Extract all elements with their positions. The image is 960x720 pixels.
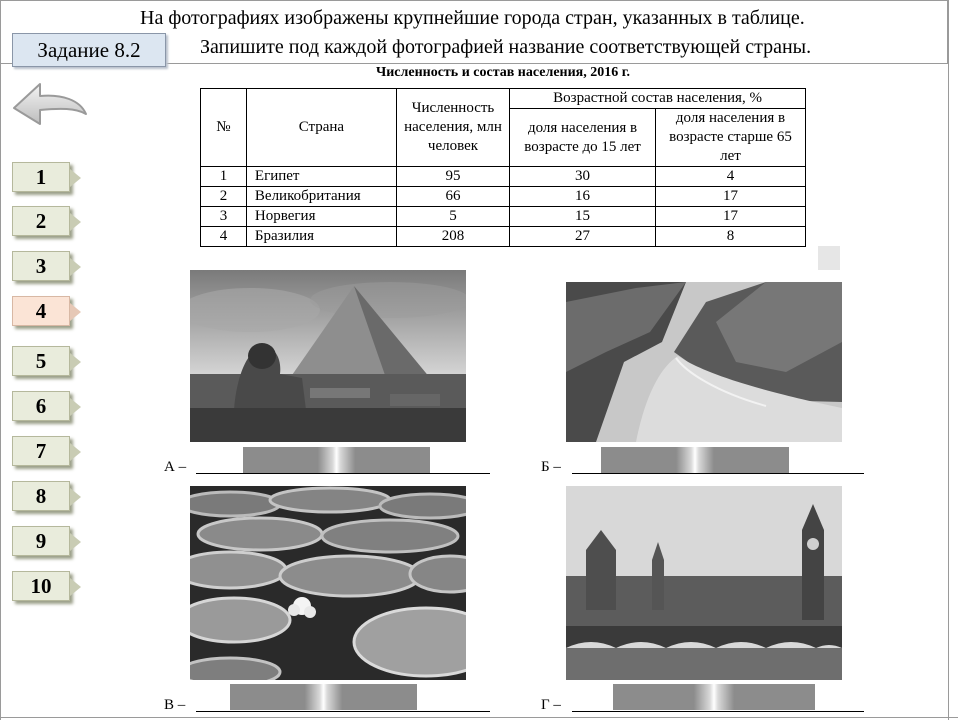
header-under15: доля населения в возрасте до 15 лет — [510, 109, 656, 167]
cell-country: Норвегия — [246, 207, 396, 227]
nav-button-5[interactable]: 5 — [12, 346, 70, 376]
header-num: № — [201, 89, 247, 167]
cell-population: 208 — [396, 227, 509, 247]
table-row — [201, 227, 806, 247]
cell-num: 3 — [201, 207, 247, 227]
cell-country: Египет — [246, 167, 396, 187]
table-row — [201, 167, 806, 187]
right-border — [948, 0, 959, 720]
cell-under15: 27 — [510, 227, 656, 247]
answer-line-b — [572, 473, 864, 474]
cell-num: 1 — [201, 167, 247, 187]
answer-line-a — [196, 473, 490, 474]
decorative-block — [818, 246, 840, 270]
nav-button-3[interactable]: 3 — [12, 251, 70, 281]
nav-button-8[interactable]: 8 — [12, 481, 70, 511]
photo-fjord — [566, 282, 842, 442]
cell-under15: 15 — [510, 207, 656, 227]
task-instruction-line-2: Запишите под каждой фотографией название соответствующей страны. — [200, 36, 812, 58]
answer-label-c: В – — [164, 697, 186, 713]
table-row — [201, 187, 806, 207]
answer-label-d: Г – — [541, 697, 561, 713]
cell-population: 95 — [396, 167, 509, 187]
cell-country: Великобритания — [246, 187, 396, 207]
header-country: Страна — [246, 89, 396, 167]
task-label: Задание 8.2 — [12, 33, 166, 67]
nav-button-9[interactable]: 9 — [12, 526, 70, 556]
cell-over65: 17 — [656, 187, 806, 207]
answer-field-b[interactable] — [601, 447, 789, 473]
cell-under15: 16 — [510, 187, 656, 207]
nav-button-1[interactable]: 1 — [12, 162, 70, 192]
population-table — [200, 88, 806, 247]
cell-population: 5 — [396, 207, 509, 227]
cell-num: 2 — [201, 187, 247, 207]
cell-under15: 30 — [510, 167, 656, 187]
cell-country: Бразилия — [246, 227, 396, 247]
answer-label-a: А – — [164, 459, 187, 475]
answer-field-c[interactable] — [230, 684, 417, 710]
nav-button-10[interactable]: 10 — [12, 571, 70, 601]
cell-population: 66 — [396, 187, 509, 207]
cell-over65: 4 — [656, 167, 806, 187]
answer-line-c — [196, 711, 490, 712]
cell-over65: 17 — [656, 207, 806, 227]
bottom-border — [0, 717, 958, 718]
cell-over65: 8 — [656, 227, 806, 247]
header-population: Численность населения, млн человек — [396, 89, 509, 167]
nav-button-4[interactable]: 4 — [12, 296, 70, 326]
table-title: Численность и состав населения, 2016 г. — [375, 65, 631, 80]
photo-pyramid-sphinx — [190, 270, 466, 442]
header-age-group: Возрастной состав населения, % — [510, 89, 806, 109]
answer-field-a[interactable] — [243, 447, 430, 473]
back-arrow-icon[interactable] — [10, 78, 90, 136]
nav-button-6[interactable]: 6 — [12, 391, 70, 421]
answer-field-d[interactable] — [613, 684, 815, 710]
nav-button-2[interactable]: 2 — [12, 206, 70, 236]
cell-num: 4 — [201, 227, 247, 247]
answer-line-d — [572, 711, 864, 712]
answer-label-b: Б – — [541, 459, 561, 475]
table-row — [201, 207, 806, 227]
photo-westminster — [566, 486, 842, 680]
header-over65: доля населения в возрасте старше 65 лет — [656, 109, 806, 167]
task-instruction-line-1: На фотографиях изображены крупнейшие города стран, указанных в таблице. — [140, 7, 805, 29]
nav-button-7[interactable]: 7 — [12, 436, 70, 466]
photo-water-lilies — [190, 486, 466, 680]
left-border — [0, 64, 1, 720]
